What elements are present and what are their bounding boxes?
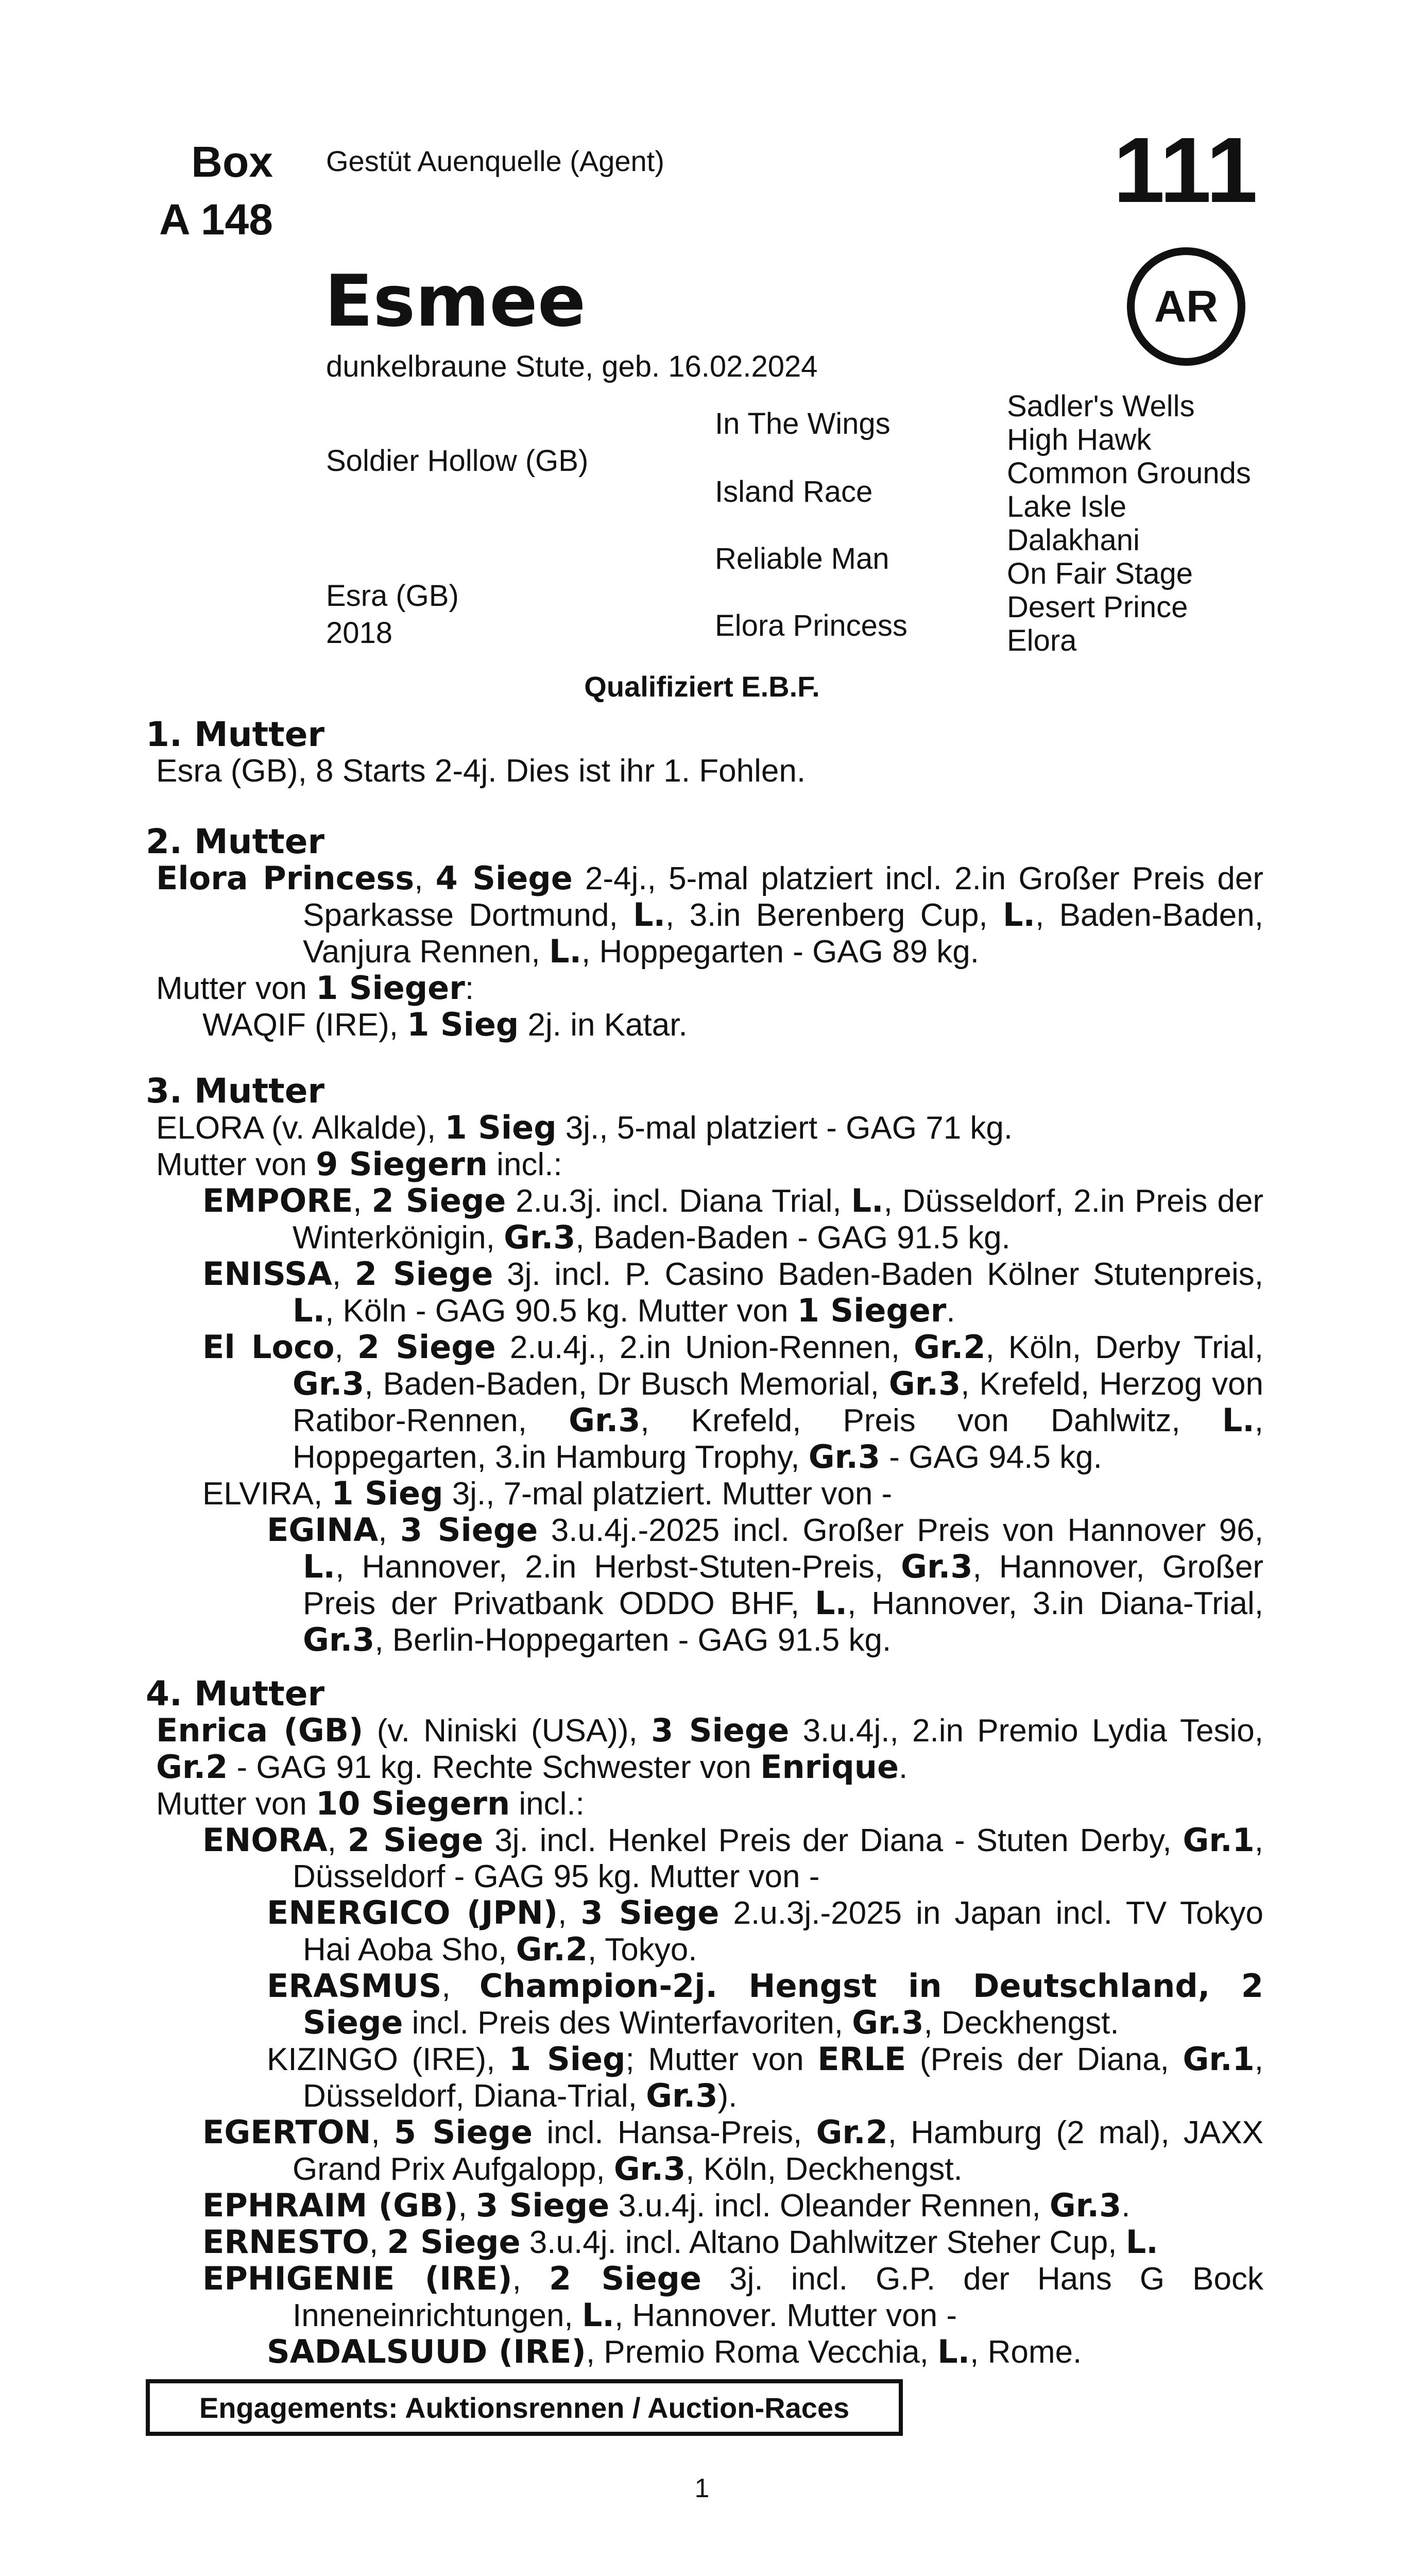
pedigree-ggp: Sadler's Wells bbox=[1007, 389, 1195, 423]
pedigree-great-grandparents bbox=[1007, 389, 1251, 657]
mutter-2-heading: 2. Mutter bbox=[146, 822, 325, 861]
agent-name: Gestüt Auenquelle (Agent) bbox=[326, 145, 664, 177]
egina-entry: EGINA, 3 Siege 3.u.4j.-2025 incl. Großer Preis von Hannover 96, L., Hannover, 2.in Herbst-Stuten-Preis, Gr.3, Hannover, Großer Preis der Privatbank ODDO BHF, L., Hannover, 3.in Diana-Trial, Gr.3, Berlin-Hoppegarten - GAG 91.5 kg. bbox=[267, 1511, 1263, 1658]
pedigree-ggp: On Fair Stage bbox=[1007, 557, 1193, 590]
sadalsuud-entry: SADALSUUD (IRE), Premio Roma Vecchia, L., Rome. bbox=[267, 2333, 1082, 2370]
enrica-entry: Enrica (GB) (v. Niniski (USA)), 3 Siege 3.u.4j., 2.in Premio Lydia Tesio, Gr.2 - GAG 91 kg. Rechte Schwester von Enrique. bbox=[156, 1711, 1263, 1786]
enora-entry: ENORA, 2 Siege 3j. incl. Henkel Preis der Diana - Stuten Derby, Gr.1, Düsseldorf - GAG 95 kg. Mutter von - bbox=[202, 1821, 1263, 1894]
mutter-3-heading: 3. Mutter bbox=[146, 1071, 325, 1111]
horse-description: dunkelbraune Stute, geb. 16.02.2024 bbox=[326, 350, 818, 383]
ernesto-entry: ERNESTO, 2 Siege 3.u.4j. incl. Altano Dahlwitzer Steher Cup, L. bbox=[202, 2223, 1158, 2261]
box-label bbox=[118, 133, 273, 248]
pedigree-ggp: Desert Prince bbox=[1007, 590, 1188, 624]
lot-number: 111 bbox=[1113, 118, 1258, 222]
mutter-1-section bbox=[146, 716, 1263, 789]
mutter-4-heading: 4. Mutter bbox=[146, 1674, 325, 1714]
mutter-1-text: Esra (GB), 8 Starts 2-4j. Dies ist ihr 1. Fohlen. bbox=[156, 753, 806, 789]
horse-name: Esmee bbox=[324, 260, 586, 343]
mutter-1-heading: 1. Mutter bbox=[146, 715, 325, 754]
pedigree-ggp: High Hawk bbox=[1007, 423, 1152, 456]
pedigree-grandparent: Reliable Man bbox=[715, 542, 889, 575]
pedigree-dam-year: 2018 bbox=[326, 616, 393, 650]
box-line1: Box bbox=[191, 138, 273, 186]
ar-badge-icon bbox=[1127, 247, 1245, 366]
pedigree-grandparent: Island Race bbox=[715, 475, 873, 509]
mutter-3-line: ELORA (v. Alkalde), 1 Sieg 3j., 5-mal platziert - GAG 71 kg. bbox=[156, 1109, 1013, 1146]
pedigree-grandparent: In The Wings bbox=[715, 407, 891, 440]
ephigenie-entry: EPHIGENIE (IRE), 2 Siege 3j. incl. G.P. der Hans G Bock Inneneinrichtungen, L., Hannover. Mutter von - bbox=[202, 2260, 1263, 2334]
elvira-entry: ELVIRA, 1 Sieg 3j., 7-mal platziert. Mutter von - bbox=[202, 1475, 893, 1512]
engagements-text: Engagements: Auktionsrennen / Auction-Races bbox=[199, 2391, 850, 2424]
mutter-2-produce: Mutter von 1 Sieger: bbox=[156, 969, 474, 1007]
mutter-2-child: WAQIF (IRE), 1 Sieg 2j. in Katar. bbox=[202, 1006, 688, 1043]
mutter-4-produce: Mutter von 10 Siegern incl.: bbox=[156, 1785, 585, 1822]
ephraim-entry: EPHRAIM (GB), 3 Siege 3.u.4j. incl. Oleander Rennen, Gr.3. bbox=[202, 2187, 1131, 2224]
pedigree-sire: Soldier Hollow (GB) bbox=[326, 444, 589, 478]
mutter-2-entry: Elora Princess, 4 Siege 2-4j., 5-mal platziert incl. 2.in Großer Preis der Sparkasse Dortmund, L., 3.in Berenberg Cup, L., Baden-Baden, Vanjura Rennen, L., Hoppegarten - GAG 89 kg. bbox=[156, 859, 1263, 970]
mutter-3-section bbox=[146, 1073, 1263, 1658]
mutter-3-produce: Mutter von 9 Siegern incl.: bbox=[156, 1145, 562, 1183]
empore-entry: EMPORE, 2 Siege 2.u.3j. incl. Diana Trial, L., Düsseldorf, 2.in Preis der Winterkönigin, Gr.3, Baden-Baden - GAG 91.5 kg. bbox=[202, 1182, 1263, 1256]
el-loco-entry: El Loco, 2 Siege 2.u.4j., 2.in Union-Rennen, Gr.2, Köln, Derby Trial, Gr.3, Baden-Baden, Dr Busch Memorial, Gr.3, Krefeld, Herzog von Ratibor-Rennen, Gr.3, Krefeld, Preis von Dahlwitz, L., Hoppegarten, 3.in Hamburg Trophy, Gr.3 - GAG 94.5 kg. bbox=[202, 1328, 1263, 1476]
engagements-box bbox=[146, 2379, 903, 2436]
box-line2: A 148 bbox=[159, 195, 273, 244]
mutter-4-section bbox=[146, 1675, 1263, 2370]
qualification: Qualifiziert E.B.F. bbox=[584, 670, 820, 703]
pedigree-ggp: Common Grounds bbox=[1007, 456, 1251, 490]
pedigree-ggp: Dalakhani bbox=[1007, 523, 1140, 557]
kizingo-entry: KIZINGO (IRE), 1 Sieg; Mutter von ERLE (Preis der Diana, Gr.1, Düsseldorf, Diana-Trial, Gr.3). bbox=[267, 2040, 1264, 2114]
pedigree-dam: Esra (GB) bbox=[326, 579, 459, 613]
pedigree-ggp: Elora bbox=[1007, 624, 1077, 657]
mutter-2-section bbox=[146, 823, 1263, 1043]
enissa-entry: ENISSA, 2 Siege 3j. incl. P. Casino Baden-Baden Kölner Stutenpreis, L., Köln - GAG 90.5 kg. Mutter von 1 Sieger. bbox=[202, 1255, 1263, 1329]
page-number: 1 bbox=[694, 2473, 710, 2503]
pedigree-grandparent: Elora Princess bbox=[715, 609, 908, 642]
energico-entry: ENERGICO (JPN), 3 Siege 2.u.3j.-2025 in Japan incl. TV Tokyo Hai Aoba Sho, Gr.2, Tokyo. bbox=[267, 1894, 1264, 1968]
ar-badge-text: AR bbox=[1154, 281, 1219, 331]
erasmus-entry: ERASMUS, Champion-2j. Hengst in Deutschland, 2 Siege incl. Preis des Winterfavoriten, Gr.3, Deckhengst. bbox=[267, 1967, 1264, 2041]
egerton-entry: EGERTON, 5 Siege incl. Hansa-Preis, Gr.2, Hamburg (2 mal), JAXX Grand Prix Aufgalopp, Gr.3, Köln, Deckhengst. bbox=[202, 2113, 1263, 2188]
pedigree-ggp: Lake Isle bbox=[1007, 490, 1127, 523]
